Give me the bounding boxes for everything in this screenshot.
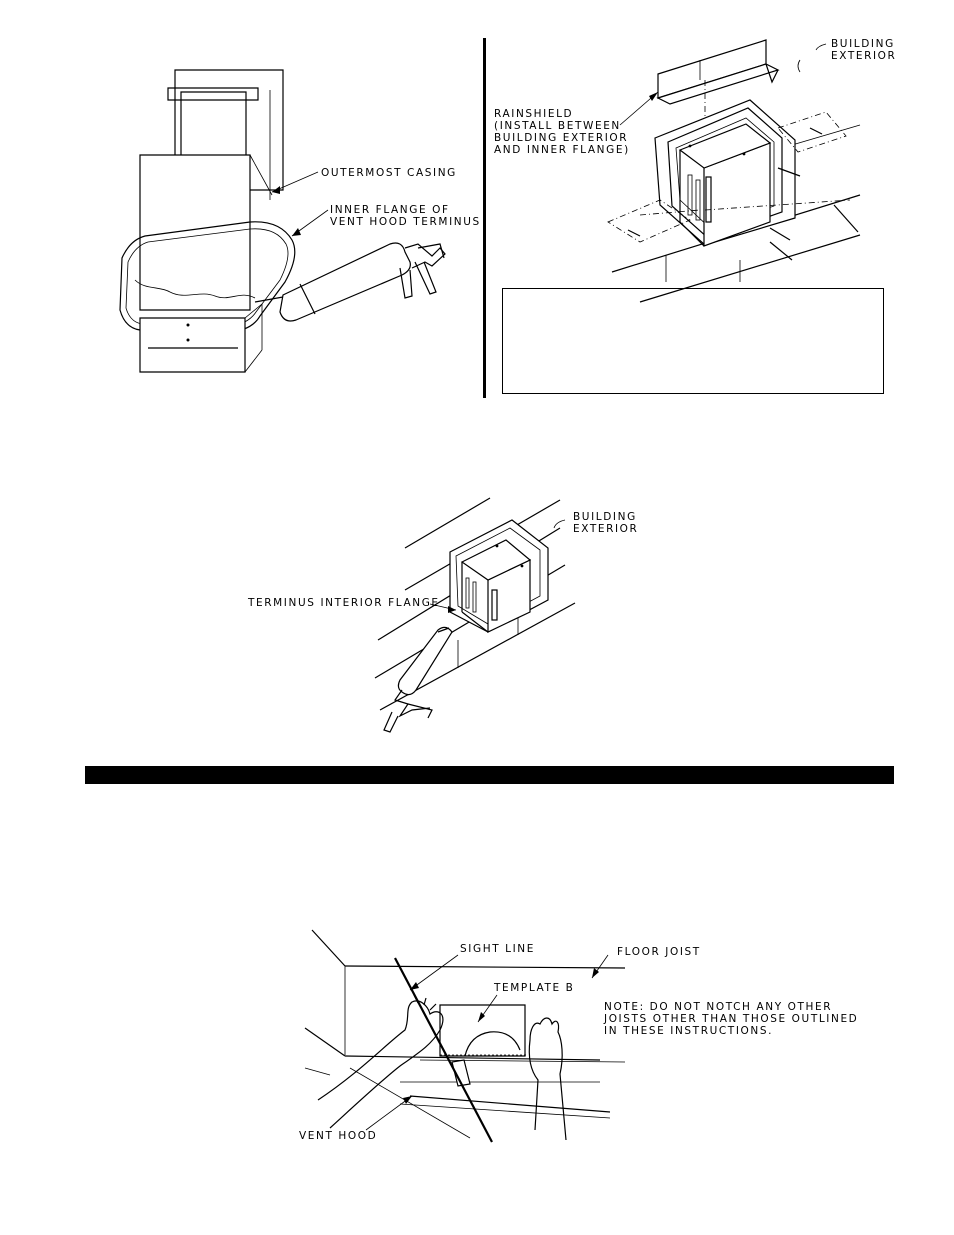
do-not-notch-note: NOTE: DO NOT NOTCH ANY OTHER JOISTS OTHER THAN THOSE OUTLINED IN THESE INSTRUCTIONS. <box>604 1001 859 1037</box>
vent-hood-label: VENT HOOD <box>299 1130 378 1142</box>
sight-line-label: SIGHT LINE <box>460 943 535 955</box>
terminus-interior-flange-label: TERMINUS INTERIOR FLANGE <box>248 597 440 609</box>
inner-flange-label: INNER FLANGE OF VENT HOOD TERMINUS <box>330 204 481 228</box>
outermost-casing-label: OUTERMOST CASING <box>321 167 457 179</box>
floor-joist-label: FLOOR JOIST <box>617 946 701 958</box>
building-exterior-label-top: BUILDING EXTERIOR <box>831 38 897 62</box>
rainshield-label: RAINSHIELD (INSTALL BETWEEN BUILDING EXTERIOR AND INNER FLANGE) <box>494 108 630 156</box>
building-exterior-label-lower: BUILDING EXTERIOR <box>573 511 639 535</box>
template-b-label: TEMPLATE B <box>494 982 575 994</box>
